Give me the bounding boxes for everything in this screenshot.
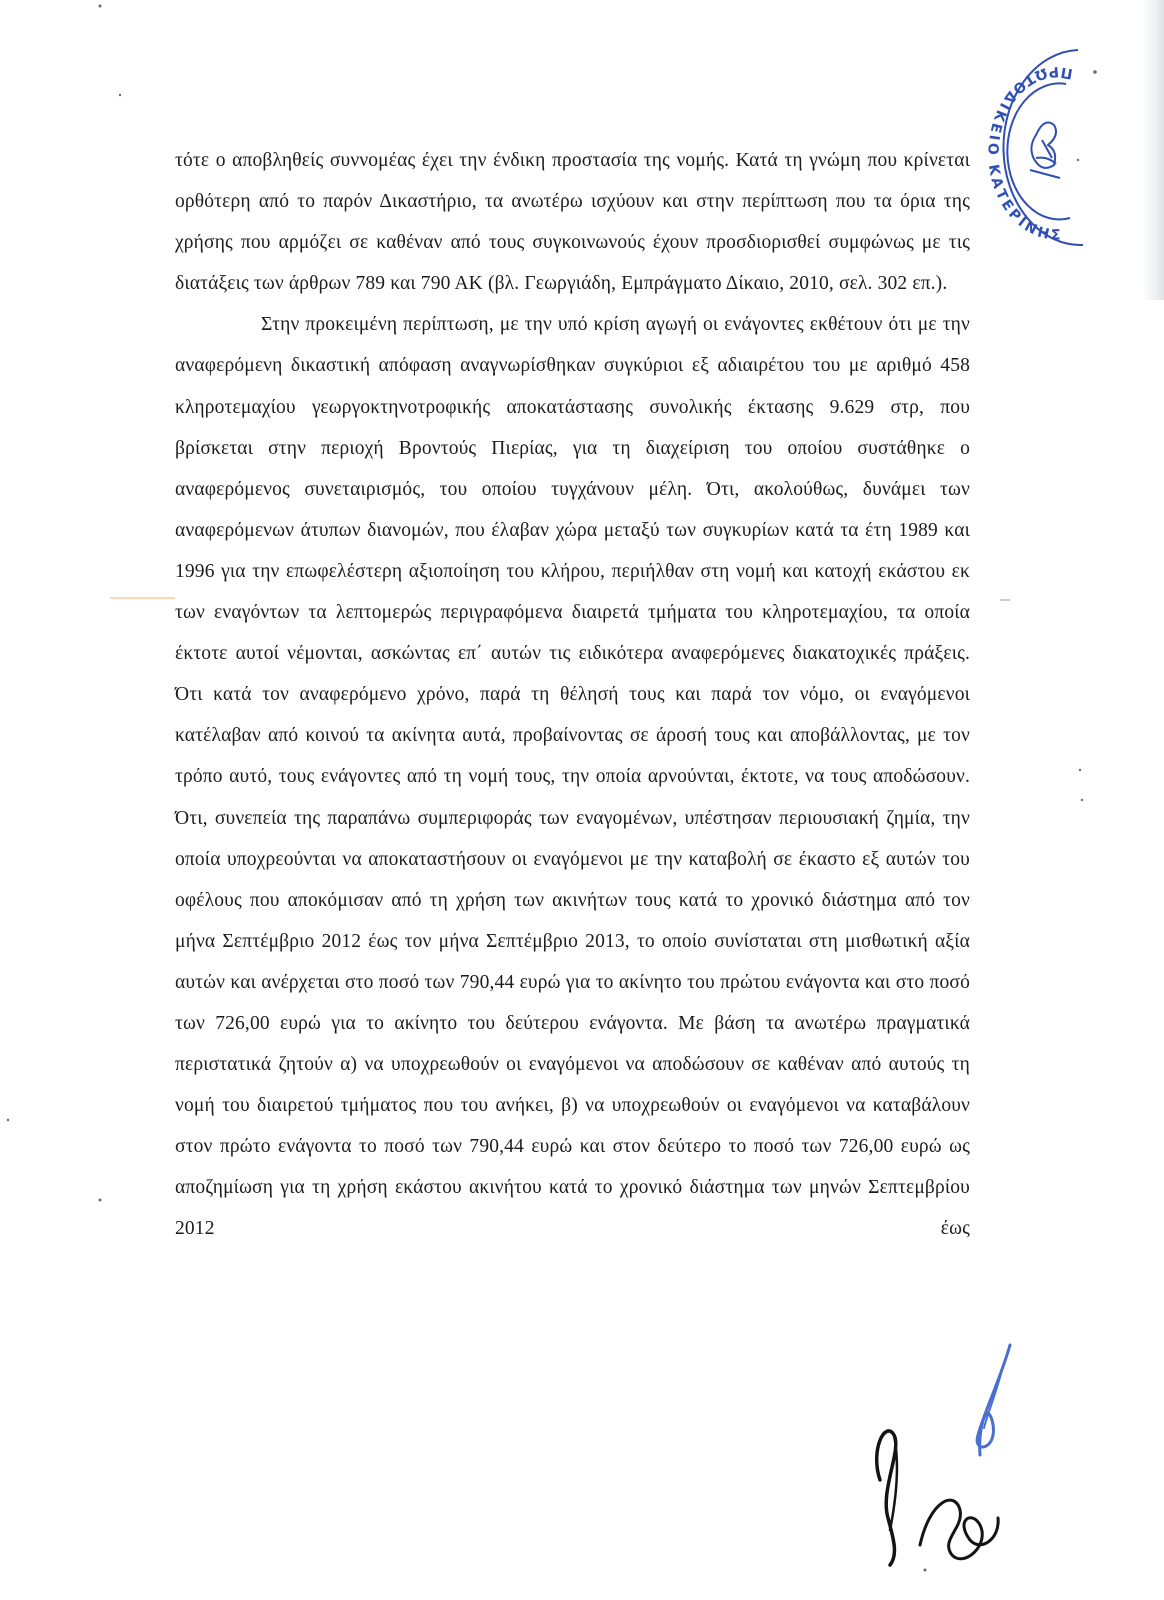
paragraph-continuation: τότε ο αποβληθείς συννομέας έχει την ένδικη προστασία της νομής. Κατά τη γνώμη που κρίνεται ορθότερη από το παρόν Δικαστήριο, τα ανωτέρω ισχύουν και στην περίπτωση που τα όρια της χρήσης που αρμόζει σε καθέναν από τους συγκοινωνούς έχουν προσδιορισθεί συμφώνως με τις διατάξεις των άρθρων 789 και 790 ΑΚ (βλ. Γεωργιάδη, Εμπράγματο Δίκαιο, 2010, σελ. 302 επ.). [175, 150, 970, 295]
scan-edge-shadow [1142, 0, 1164, 300]
paragraph-case-facts: Στην προκειμένη περίπτωση, με την υπό κρίση αγωγή οι ενάγοντες εκθέτουν ότι με την αναφερόμενη δικαστική απόφαση αναγνωρίσθηκαν συγκύριοι εξ αδιαιρέτου του με αριθμό 458 κληροτεμαχίου γεωργοκτηνοτροφικής αποκατάστασης συνολικής έκτασης 9.629 στρ, που βρίσκεται στην περιοχή Βροντούς Πιερίας, για τη διαχείριση του οποίου συστάθηκε ο αναφερόμενος συνεταιρισμός, του οποίου τυγχάνουν μέλη. Ότι, ακολούθως, δυνάμει των αναφερόμενων άτυπων διανομών, που έλαβαν χώρα μεταξύ των συγκυρίων κατά τα έτη 1989 και 1996 για την επωφελέστερη αξιοποίηση του κλήρου, περιήλθαν στη νομή και κατοχή εκάστου εκ των εναγόντων τα λεπτομερώς περιγραφόμενα διαιρετά τμήματα του κληροτεμαχίου, τα οποία έκτοτε αυτοί νέμονται, ασκώντας επ΄ αυτών τις ειδικότερα αναφερόμενες διακατοχικές πράξεις. Ότι κατά τον αναφερόμενο χρόνο, παρά τη θέλησή τους και παρά τον νόμο, οι εναγόμενοι κατέλαβαν από κοινού τα ακίνητα αυτά, προβαίνοντας σε άροσή τους και αποβάλλοντας, με τον τρόπο αυτό, τους ενάγοντες από τη νομή τους, την οποία αρνούνται, έκτοτε, να τους αποδώσουν. Ότι, συνεπεία της παραπάνω συμπεριφοράς των εναγομένων, υπέστησαν περιουσιακή ζημία, την οποία υποχρεούνται να αποκαταστήσουν οι εναγόμενοι με την καταβολή σε έκαστο εξ αυτών του οφέλους που αποκόμισαν από τη χρήση των ακινήτων τους κατά το χρονικό διάστημα από τον μήνα Σεπτέμβριο 2012 έως τον μήνα Σεπτέμβριο 2013, το οποίο συνίσταται στη μισθωτική αξία αυτών και ανέρχεται στο ποσό των 790,44 ευρώ για το ακίνητο του πρώτου ενάγοντα και στο ποσό των 726,00 ευρώ για το ακίνητο του δεύτερου ενάγοντα. Με βάση τα ανωτέρω πραγματικά περιστατικά ζητούν α) να υποχρεωθούν οι εναγόμενοι να αποδώσουν σε καθέναν από αυτούς τη νομή του διαιρετού τμήματος που του ανήκει, β) να υποχρεωθούν οι εναγόμενοι να καταβάλουν στον πρώτο ενάγοντα το ποσό των 790,44 ευρώ και στον δεύτερο το ποσό των 726,00 ευρώ ως αποζημίωση για τη χρήση εκάστου ακινήτου κατά το χρονικό διάστημα των μηνών Σεπτεμβρίου 2012 έως [175, 314, 970, 1240]
handwritten-signature [860, 1340, 1040, 1580]
svg-text:ΠΡΩΤΟΔΙΚΕΙΟ ΚΑΤΕΡΙΝΗΣ [984, 63, 1074, 243]
stamp-label: ΠΡΩΤΟΔΙΚΕΙΟ ΚΑΤΕΡΙΝΗΣ [984, 63, 1074, 244]
document-body [175, 140, 970, 1250]
court-stamp [938, 40, 1088, 250]
